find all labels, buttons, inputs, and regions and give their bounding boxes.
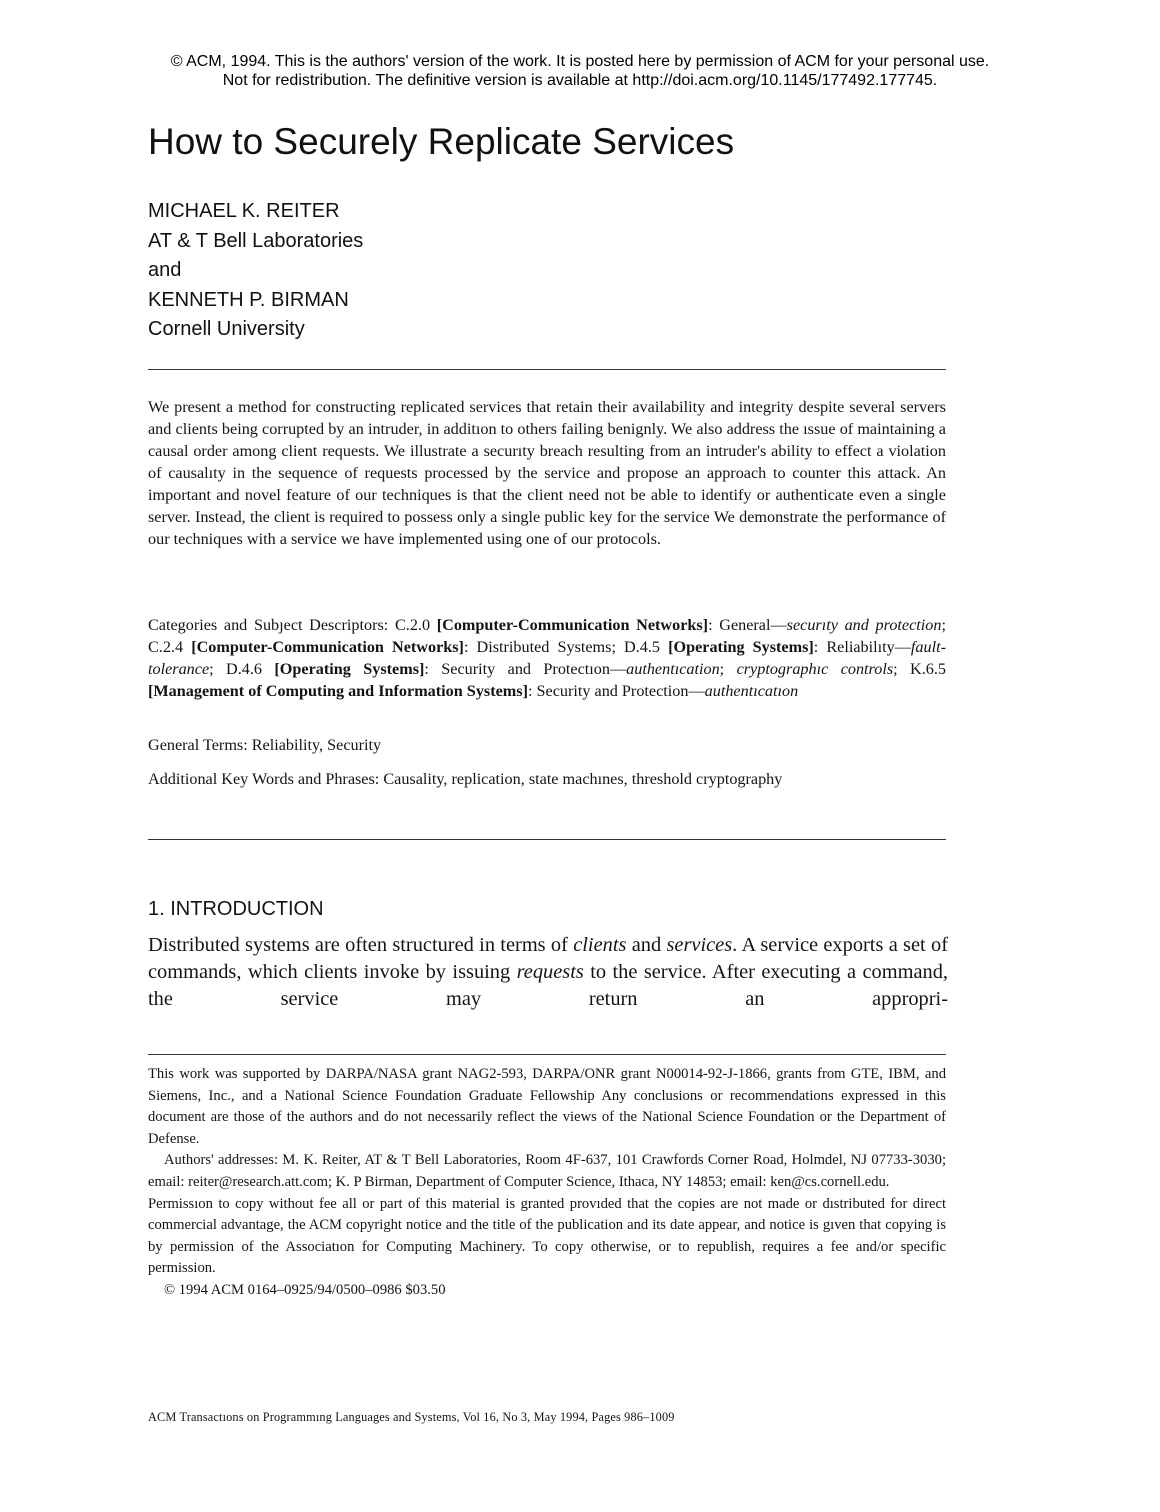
copyright-line-2: Not for redistribution. The definitive version is available at http://doi.acm.org/10.1145/177492.177745.	[222, 72, 938, 89]
footnote-permission: Permissıon to copy without fee all or part of this material is granted provıded that the copies are not made or dıstributed for direct commercial advantage, the ACM copyright notice and the title of the publication and its date appear, and notice is gıven that copying is by permission of the Associatıon for Computing Machinery. To copy otherwise, or to republish, requires a fee and/or specific permission.	[148, 1195, 946, 1277]
divider-middle	[148, 839, 946, 840]
category-5: [Management of Computing and Information Systems]	[148, 682, 528, 700]
footnote-copyright: © 1994 ACM 0164–0925/94/0500–0986 $03.50	[164, 1281, 446, 1298]
category-text: ;	[719, 660, 737, 678]
categories-label: Categories and Subȷect Descriptors: C.2.0	[148, 616, 437, 634]
category-text: ; K.6.5	[893, 660, 947, 678]
category-text: ; C.2.4	[148, 616, 946, 656]
category-text: ; D.4.6	[209, 660, 275, 678]
footnote-addresses: Authors' addresses: M. K. Reiter, AT & T Bell Laboratories, Room 4F-637, 101 Crawfords Corner Road, Holmdel, NJ 07733-3030; email: reiter@research.att.com; K. P Birman, Department of Computer Science, Ithaca, NY 14853; email: ken@cs.cornell.edu.	[148, 1152, 946, 1190]
keywords: Additional Key Words and Phrases: Causality, replication, state machınes, threshold cryptography	[148, 770, 783, 788]
journal-footer: ACM Transactıons on Programmıng Languages and Systems, Vol 16, No 3, May 1994, Pages 986–1009	[148, 1410, 675, 1424]
footnote-support: This work was supported by DARPA/NASA grant NAG2-593, DARPA/ONR grant N00014-92-J-1866, grants from GTE, IBM, and Siemens, Inc., and a National Science Foundation Graduate Fellowship Any conclusions or recommendations expressed in this document are those of the authors and do not necessarily reflect the views of the National Science Foundation or the Department of Defense.	[148, 1066, 946, 1147]
author-conjunction: and	[148, 259, 182, 281]
copyright-notice	[0, 52, 1160, 90]
category-text: : General—	[708, 616, 787, 634]
footnotes	[148, 1064, 946, 1302]
copyright-line-1: © ACM, 1994. This is the authors' version of the work. It is posted here by permission of ACM for your personal use.	[170, 53, 990, 70]
category-subject: fault-tolerance	[148, 638, 946, 678]
intro-text: . A service exports a set of commands, which clients invoke by issuing	[148, 934, 948, 984]
category-subject: authentıcatıon	[704, 682, 799, 700]
footnote-divider	[148, 1054, 946, 1055]
intro-term: requests	[516, 961, 584, 984]
section-heading: 1. INTRODUCTION	[148, 898, 324, 920]
author-affiliation-2: Cornell University	[148, 318, 305, 340]
category-2: [Computer-Communication Networks]	[191, 638, 464, 656]
intro-text: and	[626, 934, 667, 956]
category-3: [Operating Systems]	[668, 638, 814, 656]
author-block	[148, 197, 363, 345]
intro-paragraph	[148, 932, 948, 1014]
author-name-1: MICHAEL K. REITER	[148, 200, 340, 222]
author-name-2: KENNETH P. BIRMAN	[148, 288, 349, 311]
category-subject: cryptographıc controls	[736, 660, 894, 678]
category-4: [Operating Systems]	[274, 660, 425, 678]
general-terms: General Terms: Reliability, Security	[148, 736, 382, 754]
categories-descriptors	[148, 614, 946, 702]
divider-top	[148, 369, 946, 370]
paper-title: How to Securely Replicate Services	[148, 121, 735, 162]
category-subject: authentıcation	[626, 660, 720, 678]
author-affiliation-1: AT & T Bell Laboratories	[148, 229, 364, 252]
category-text: : Distributed Systems; D.4.5	[463, 638, 669, 656]
category-1: [Computer-Communication Networks]	[436, 616, 709, 634]
intro-term: clients	[573, 934, 627, 956]
intro-term: services	[666, 934, 733, 956]
category-text: : Security and Protectıon—	[424, 660, 627, 678]
abstract: We present a method for constructing replicated services that retain their availability and integrity despite several servers and clients being corrupted by an intruder, in additıon to others failing benignly. We also address the ıssue of maintaining a causal order among client requests. We illustrate a securıty breach resulting from an intruder's ability to effect a violation of causalıty in the sequence of requests processed by the service and propose an approach to counter this attack. An important and novel feature of our techniques is that the client need not be able to identify or authenticate even a single server. Instead, the client is required to possess only a single public key for the service We demonstrate the performance of our techniques with a service we have implemented using one of our protocols.	[148, 398, 946, 548]
intro-text: Distributed systems are often structured in terms of	[148, 934, 574, 956]
category-text: : Reliabilıty—	[813, 638, 911, 656]
intro-text: to the service. After executing a command, the service may return an appropri-	[148, 961, 948, 1011]
category-text: : Security and Protection—	[527, 682, 705, 700]
category-subject: securıty and protection	[786, 616, 942, 634]
